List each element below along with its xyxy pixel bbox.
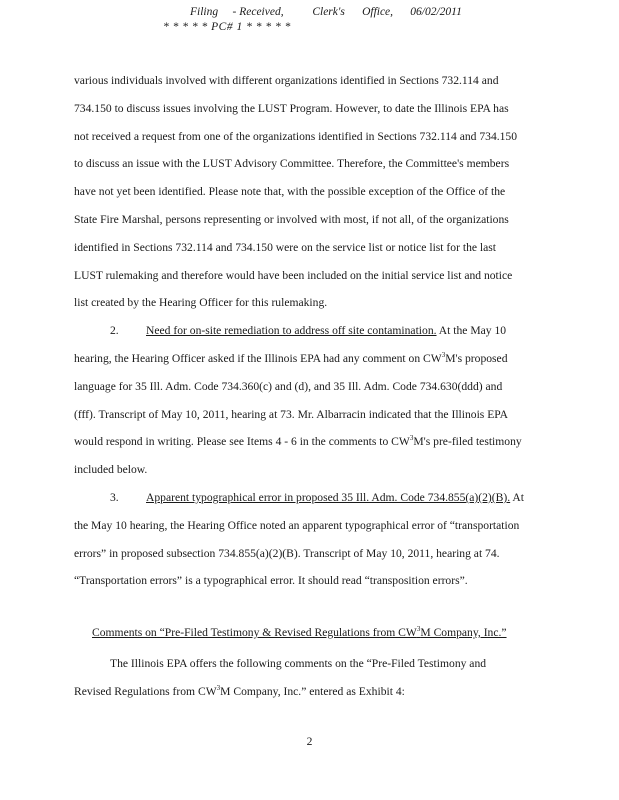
text-line: The Illinois EPA offers the following comments on the “Pre-Filed Testimony and	[110, 657, 487, 670]
text-line: language for 35 Ill. Adm. Code 734.360(c) and (d), and 35 Ill. Adm. Code 734.630(ddd) and	[74, 379, 503, 393]
stamp-clerk: Clerk's	[312, 6, 345, 18]
superscript: 3	[216, 683, 221, 692]
text-line-part: M's pre-filed testimony	[413, 435, 522, 449]
item-2	[74, 317, 552, 484]
item-3-first-line	[74, 484, 552, 512]
item-2-first-line	[74, 317, 552, 345]
page-number: 2	[306, 735, 313, 748]
text-line: State Fire Marshal, persons representing or involved with most, if not all, of the organizations	[74, 212, 509, 226]
text-line: (fff). Transcript of May 10, 2011, hearing at 73. Mr. Albarracin indicated that the Illinois EPA	[74, 407, 509, 421]
text-line: 734.150 to discuss issues involving the LUST Program. However, to date the Illinois EPA has	[74, 101, 509, 115]
text-line-part: would respond in writing. Please see Items 4 - 6 in the comments to CW	[74, 435, 410, 449]
text-line: various individuals involved with different organizations identified in Sections 732.114 and	[74, 74, 499, 87]
item-3-number: 3.	[110, 490, 119, 504]
text-line: the May 10 hearing, the Hearing Office noted an apparent typographical error of “transportation	[74, 518, 520, 532]
item-3	[74, 484, 552, 595]
heading-part: M Company, Inc.”	[420, 626, 507, 639]
superscript: 3	[409, 434, 414, 443]
stamp-office: Office,	[362, 6, 394, 18]
heading-part: Comments on “Pre-Filed Testimony & Revised Regulations from CW	[92, 626, 417, 639]
text-line: “Transportation errors” is a typographical error. It should read “transposition errors”.	[74, 574, 468, 588]
item-2-first-line-rest: At the May 10	[436, 324, 507, 338]
superscript: 3	[441, 351, 446, 360]
superscript: 3	[416, 625, 421, 634]
paragraph-1	[74, 67, 552, 317]
item-3-title: Apparent typographical error in proposed 35 Ill. Adm. Code 734.855(a)(2)(B).	[146, 490, 511, 504]
stamp-header-line	[190, 5, 462, 19]
text-line-part: M's proposed	[445, 351, 508, 365]
item-2-number: 2.	[110, 324, 119, 338]
document-body	[74, 67, 552, 595]
text-line: LUST rulemaking and therefore would have been included on the initial service list and notice	[74, 268, 513, 282]
text-line: to discuss an issue with the LUST Advisory Committee. Therefore, the Committee's members	[74, 157, 510, 171]
text-line: have not yet been identified. Please note that, with the possible exception of the Office of the	[74, 185, 506, 199]
text-line: included below.	[74, 463, 148, 477]
text-line: list created by the Hearing Officer for this rulemaking.	[74, 296, 328, 310]
comments-heading	[92, 626, 507, 639]
text-line-part: hearing, the Hearing Officer asked if the Illinois EPA had any comment on CW	[74, 351, 442, 365]
text-line	[74, 428, 552, 456]
text-line: not received a request from one of the organizations identified in Sections 732.114 and 734.150	[74, 129, 518, 143]
text-line	[74, 345, 552, 373]
stamp-date: 06/02/2011	[410, 6, 462, 18]
text-line-part: M Company, Inc.” entered as Exhibit 4:	[220, 684, 405, 698]
stamp-pc-line: * * * * * PC# 1 * * * * *	[163, 21, 291, 33]
text-line: identified in Sections 732.114 and 734.150 were on the service list or notice list for the last	[74, 240, 497, 254]
text-line: errors” in proposed subsection 734.855(a)(2)(B). Transcript of May 10, 2011, hearing at 74.	[74, 546, 500, 560]
closing-paragraph	[74, 650, 552, 706]
stamp-filing: Filing	[190, 6, 219, 18]
item-3-first-line-rest: At	[510, 490, 525, 504]
text-line	[74, 678, 552, 706]
item-2-title: Need for on-site remediation to address off site contamination.	[146, 324, 437, 338]
stamp-received: - Received,	[232, 6, 284, 18]
text-line-part: Revised Regulations from CW	[74, 684, 217, 698]
